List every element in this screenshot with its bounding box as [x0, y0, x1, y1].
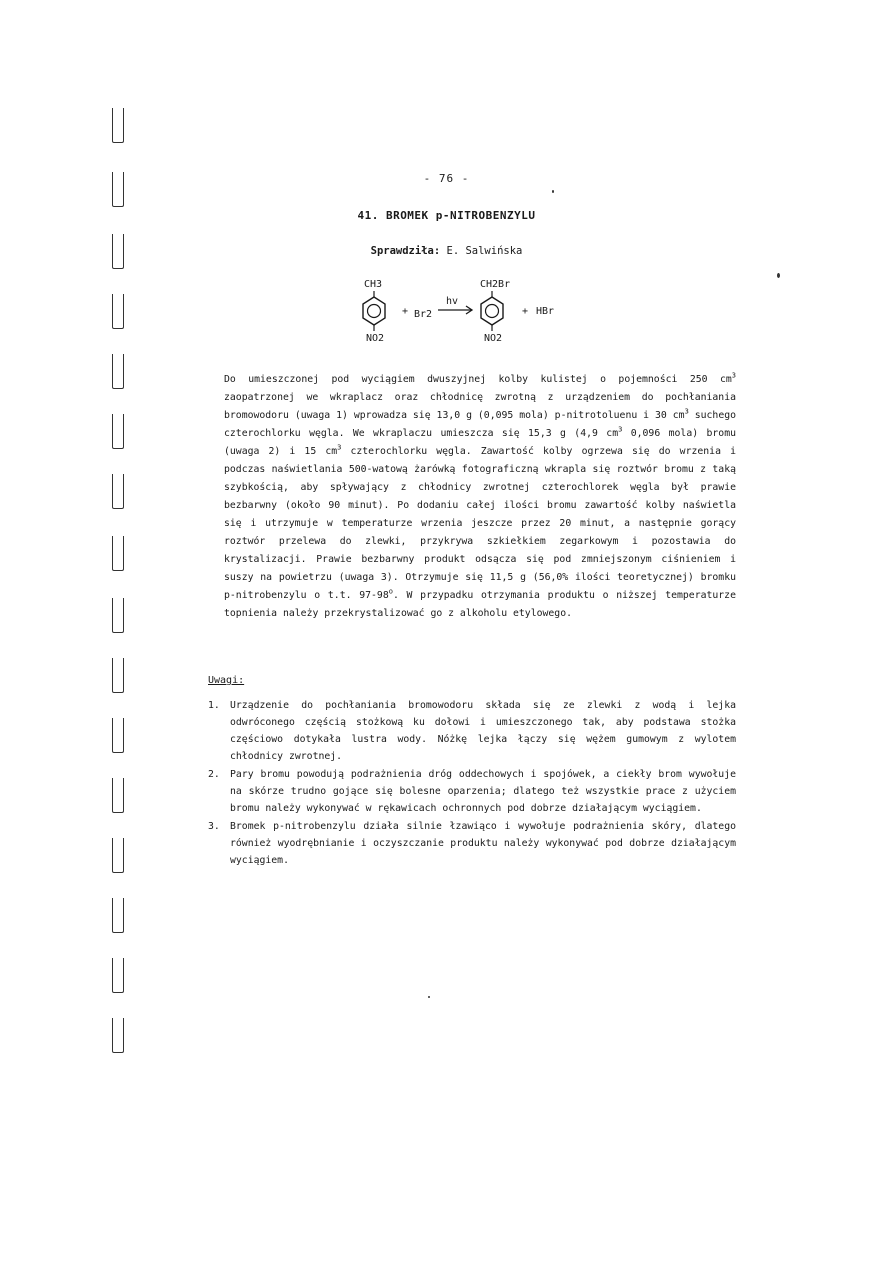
note-number: 3.: [208, 821, 220, 832]
reactant-substituent-bottom: NO2: [366, 333, 385, 344]
product-substituent-top: CH2Br: [480, 279, 511, 290]
note-item: [208, 818, 736, 869]
note-item: [208, 766, 736, 817]
plus-sign: +: [522, 306, 529, 317]
procedure-text: 0,096 mola) bromu (uwaga 2) i 15 cm: [224, 428, 737, 457]
note-text: Urządzenie do pochłaniania bromowodoru składa się ze zlewki z wodą i lejka odwróconego częścią stożkową ku dołowi i umieszczonego tak, aby podstawa stożka częściowo dotykała lustra wody. Nóżkę lejka łączy się wężem gumowym z wylotem chłodnicy zwrotnej.: [230, 700, 736, 762]
reactant-structure: [363, 279, 385, 344]
reagent-bromine: Br2: [414, 309, 433, 320]
reactant-substituent-top: CH3: [364, 279, 383, 290]
scan-speck: [428, 996, 430, 998]
checked-by: [0, 245, 893, 257]
byproduct-hbr: HBr: [536, 306, 555, 317]
superscript: 3: [618, 425, 623, 434]
procedure-text: zaopatrzonej we wkraplacz oraz chłodnicę zwrotną z urządzeniem do pochłaniania bromowodoru (uwaga 1) wprowadza się 13,0 g (0,095 mola) p-nitrotoluenu i 30 cm: [224, 392, 736, 421]
notes-heading: Uwagi:: [208, 675, 245, 686]
product-substituent-bottom: NO2: [484, 333, 503, 344]
note-number: 2.: [208, 769, 220, 780]
note-text: Bromek p-nitrobenzylu działa silnie łzawiąco i wywołuje podrażnienia skóry, dlatego również wyodrębnianie i oczyszczanie produktu należy wykonywać pod dobrze działającym wyciągiem.: [230, 821, 736, 866]
product-structure: [480, 279, 510, 344]
plus-sign: +: [402, 306, 409, 317]
reaction-condition: hv: [446, 296, 459, 307]
procedure-text: . W przypadku otrzymania produktu o niższej temperaturze topnienia należy przekrystalizować go z alkoholu etylowego.: [224, 590, 736, 619]
note-number: 1.: [208, 700, 220, 711]
page-title: 41. BROMEK p-NITROBENZYLU: [357, 209, 536, 222]
page-number: - 76 -: [423, 172, 470, 185]
benzene-ring-icon: [481, 297, 503, 325]
notes-list: [208, 697, 736, 870]
checked-by-label: Sprawdziła:: [370, 245, 441, 257]
scan-speck: [777, 273, 780, 278]
benzene-ring-icon: [363, 297, 385, 325]
superscript: 3: [684, 407, 689, 416]
procedure-text: suchego czterochlorku węgla. We wkraplaczu umieszcza się 15,3 g (4,9 cm: [224, 410, 737, 439]
reaction-scheme: [350, 275, 580, 345]
note-text: Pary bromu powodują podrażnienia dróg oddechowych i spojówek, a ciekły brom wywołuje na skórze trudno gojące się bolesne oparzenia; dlatego też wszystkie prace z użyciem bromu należy wykonywać w rękawicach ochronnych pod dobrze działającym wyciągiem.: [230, 769, 736, 814]
superscript: o: [388, 587, 393, 596]
note-item: [208, 697, 736, 765]
procedure-text: Do umieszczonej pod wyciągiem dwuszyjnej kolby kulistej o pojemności 250 cm: [224, 374, 732, 385]
checked-by-name: E. Salwińska: [446, 245, 523, 257]
superscript: 3: [731, 371, 736, 380]
procedure-paragraph: [224, 371, 736, 623]
scan-speck: [552, 190, 554, 193]
superscript: 3: [337, 443, 342, 452]
procedure-text: czterochlorku węgla. Zawartość kolby ogrzewa się do wrzenia i podczas naświetlania 500-watową żarówką fotograficzną wkrapla się roztwór bromu z taką szybkością, aby spływający z chłodnicy zwrotnej czterochlorek węgla był prawie bezbarwny (około 90 minut). Po dodaniu całej ilości bromu zawartość kolby naświetla się i utrzymuje w temperaturze wrzenia jeszcze przez 20 minut, a następnie gorący roztwór przelewa do zlewki, przykrywa szkiełkiem zegarkowym i pozostawia do krystalizacji. Prawie bezbarwny produkt odsącza się pod zmniejszonym ciśnieniem i suszy na powietrzu (uwaga 3). Otrzymuje się 11,5 g (56,0% ilości teoretycznej) bromku p-nitrobenzylu o t.t. 97-98: [224, 446, 736, 601]
